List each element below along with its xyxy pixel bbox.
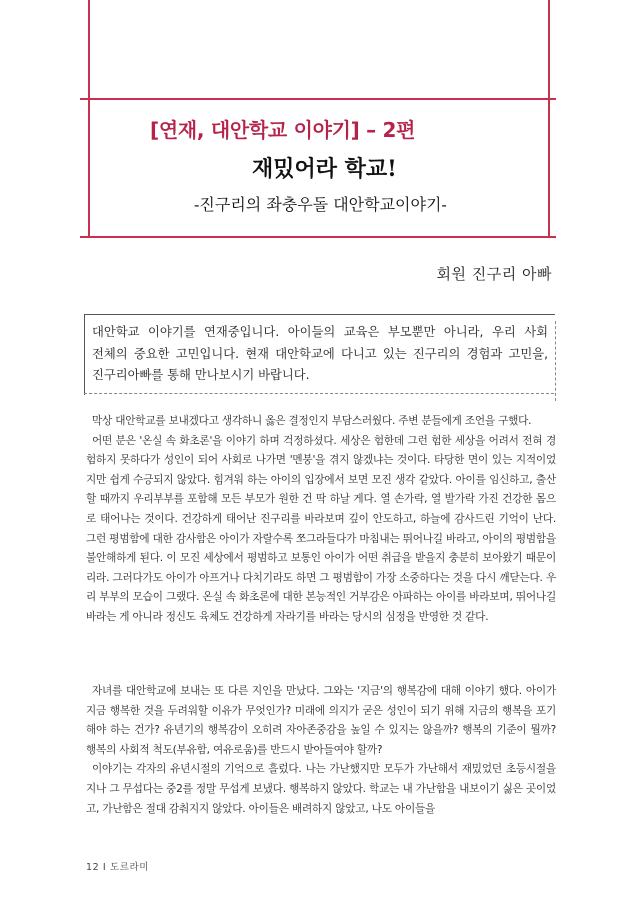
- publication-name: 도르라미: [109, 862, 150, 873]
- article-section-1: [86, 412, 556, 628]
- article-section-2: [86, 682, 556, 819]
- footer-separator: I: [102, 862, 107, 873]
- paragraph: 자녀를 대안학교에 보내는 또 다른 지인을 만났다. 그와는 '지금'의 행복감에 대해 이야기 했다. 아이가 지금 행복한 것을 두려워할 이유가 무엇인가? 미래에 의지가 굳은 성인이 되기 위해 지금의 행복을 포기해야 하는 건가? 유년기의 행복감이 오히려 자아존중감을 높일 수 있지는 않을까? 행복의 기준이 뭘까? 행복의 사회적 척도(부유함, 여유로움)를 반드시 받아들여야 할까?: [86, 685, 556, 756]
- page-number: 12: [86, 862, 100, 873]
- paragraph: 어떤 분은 '온실 속 화초론'을 이야기 하며 걱정하셨다. 세상은 험한데 그런 험한 세상을 어려서 전혀 경험하지 못하다가 성인이 되어 사회로 나가면 '멘붕'을 겪지 않겠냐는 것이다. 타당한 면이 있는 지적이었지만 쉽게 수긍되지 않았다. 힘겨워 하는 아이의 입장에서 보면 모진 생각 같았다. 아이를 임신하고, 출산할 때까지 우리부부를 포함해 모든 부모가 원한 건 딱 하날 게다. 열 손가락, 열 발가락 가진 건강한 몸으로 태어나는 것이다. 건강하게 태어난 진구리를 바라보며 깊이 안도하고, 하늘에 감사드린 기억이 난다. 그런 평범함에 대한 감사함은 아이가 자랄수록 쪼그라들다가 마침내는 뛰어나길 바라고, 아이의 평범함을 불안해하게 된다. 이 모진 세상에서 평범하고 보통인 아이가 어떤 취급을 받을지 충분히 보아왔기 때문이리라. 그러다가도 아이가 아프거나 다치기라도 하면 그 평범함이 가장 소중하다는 것을 다시 깨닫는다. 우리 부부의 모습이 그랬다. 온실 속 화초론에 대한 본능적인 거부감은 아파하는 아이를 바라보며, 뛰어나길 바라는 게 아니라 정신도 육체도 건강하게 자라기를 바라는 당시의 심정을 반영한 것 같다.: [86, 434, 556, 623]
- main-title: 재밌어라 학교!: [252, 156, 397, 182]
- paragraph: 막상 대안학교를 보내겠다고 생각하니 옳은 결정인지 부담스러웠다. 주변 분들에게 조언을 구했다.: [92, 415, 532, 427]
- bottom-decor-line: [80, 236, 556, 238]
- author-byline: 회원 진구리 아빠: [436, 265, 552, 283]
- top-decor-line: [80, 98, 556, 100]
- summary-text: 대안학교 이야기를 연재중입니다. 아이들의 교육은 부모뿐만 아니라, 우리 사회 전체의 중요한 고민입니다. 현재 대안학교에 다니고 있는 진구리의 경험과 고민을, 진구리아빠를 통해 만나보시기 바랍니다.: [92, 325, 548, 382]
- page-footer: [86, 859, 149, 873]
- right-decor-line: [548, 0, 550, 236]
- series-title: [연재, 대안학교 이야기] – 2편: [150, 118, 416, 142]
- left-decor-line: [88, 0, 90, 236]
- sub-title: -진구리의 좌충우돌 대안학교이야기-: [194, 195, 447, 214]
- summary-box-bottom-border: [84, 393, 554, 394]
- paragraph: 이야기는 각자의 유년시절의 기억으로 흘렀다. 나는 가난했지만 모두가 가난해서 재밌었던 초등시절을 지나 그 무섭다는 중2를 정말 무섭게 보냈다. 행복하지 않았다. 학교는 내 가난함을 내보이기 싫은 곳이었고, 가난함은 절대 감춰지지 않았다. 아이들은 배려하지 않았고, 나도 아이들을: [86, 763, 556, 815]
